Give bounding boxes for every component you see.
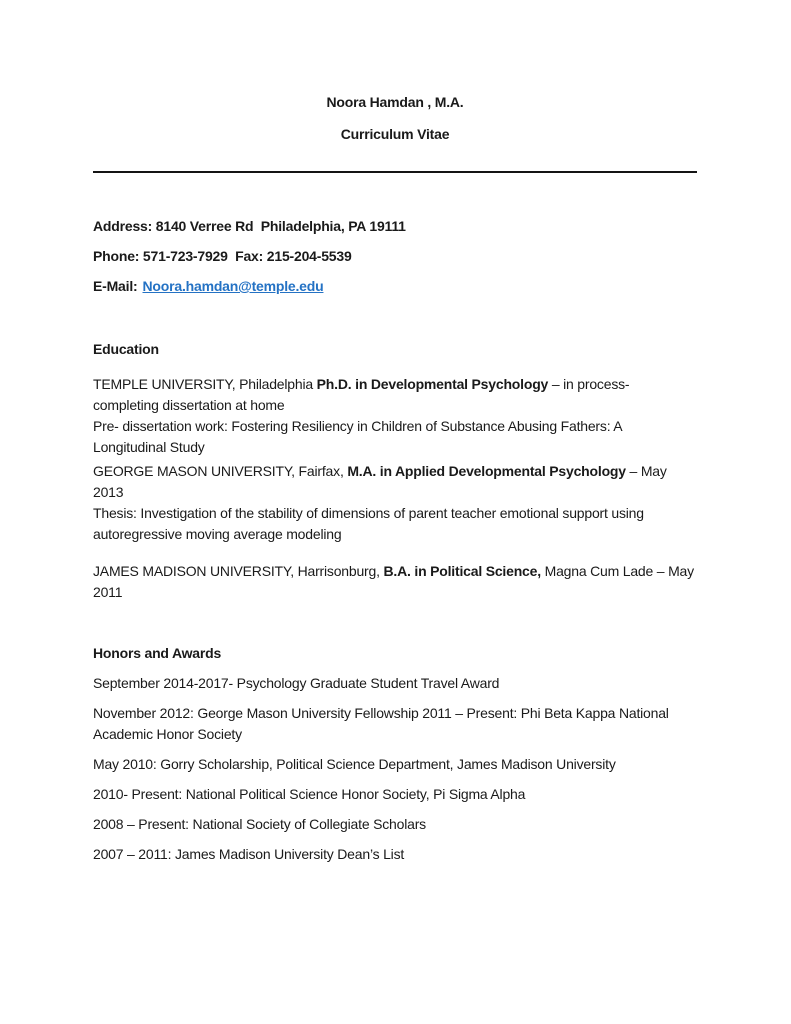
email-line <box>93 276 697 297</box>
education-entry-temple <box>93 374 697 458</box>
honor-item: 2007 – 2011: James Madison University Dean’s List <box>93 846 405 862</box>
honor-item: September 2014-2017- Psychology Graduate Student Travel Award <box>93 675 500 691</box>
degree-title: Ph.D. in Developmental Psychology <box>316 376 549 392</box>
honors-section-heading: Honors and Awards <box>93 645 222 661</box>
entry-detail: Pre- dissertation work: Fostering Resiliency in Children of Substance Abusing Fathers: A Longitudinal Study <box>93 418 622 455</box>
education-entry-george-mason <box>93 461 697 545</box>
honor-item: 2008 – Present: National Society of Collegiate Scholars <box>93 816 426 832</box>
education-section-heading: Education <box>93 341 159 357</box>
honor-item: November 2012: George Mason University Fellowship 2011 – Present: Phi Beta Kappa National Academic Honor Society <box>93 705 669 742</box>
institution-name: JAMES MADISON UNIVERSITY, Harrisonburg, <box>93 563 384 579</box>
degree-date: Magna Cum Lade – May 2011 <box>93 563 694 600</box>
email-link[interactable]: Noora.hamdan@temple.edu <box>142 278 324 294</box>
entry-detail: Thesis: Investigation of the stability of dimensions of parent teacher emotional support using autoregressive moving average modeling <box>93 505 644 542</box>
degree-title: B.A. in Political Science, <box>383 563 541 579</box>
header-divider-line <box>93 171 697 173</box>
degree-date: – May 2013 <box>93 463 667 500</box>
institution-name: GEORGE MASON UNIVERSITY, Fairfax, <box>93 463 348 479</box>
institution-name: TEMPLE UNIVERSITY, Philadelphia <box>93 376 317 392</box>
email-label: E-Mail: <box>93 278 138 294</box>
degree-status: – in process- completing dissertation at home <box>93 376 630 413</box>
address-line: Address: 8140 Verree Rd Philadelphia, PA 19111 <box>93 218 406 234</box>
degree-title: M.A. in Applied Developmental Psychology <box>347 463 626 479</box>
honor-item: 2010- Present: National Political Science Honor Society, Pi Sigma Alpha <box>93 786 526 802</box>
education-entry-james-madison <box>93 561 697 603</box>
document-type-title: Curriculum Vitae <box>340 126 450 142</box>
phone-fax-line: Phone: 571-723-7929 Fax: 215-204-5539 <box>93 248 352 264</box>
person-name: Noora Hamdan , M.A. <box>326 94 464 110</box>
honor-item: May 2010: Gorry Scholarship, Political Science Department, James Madison University <box>93 756 616 772</box>
